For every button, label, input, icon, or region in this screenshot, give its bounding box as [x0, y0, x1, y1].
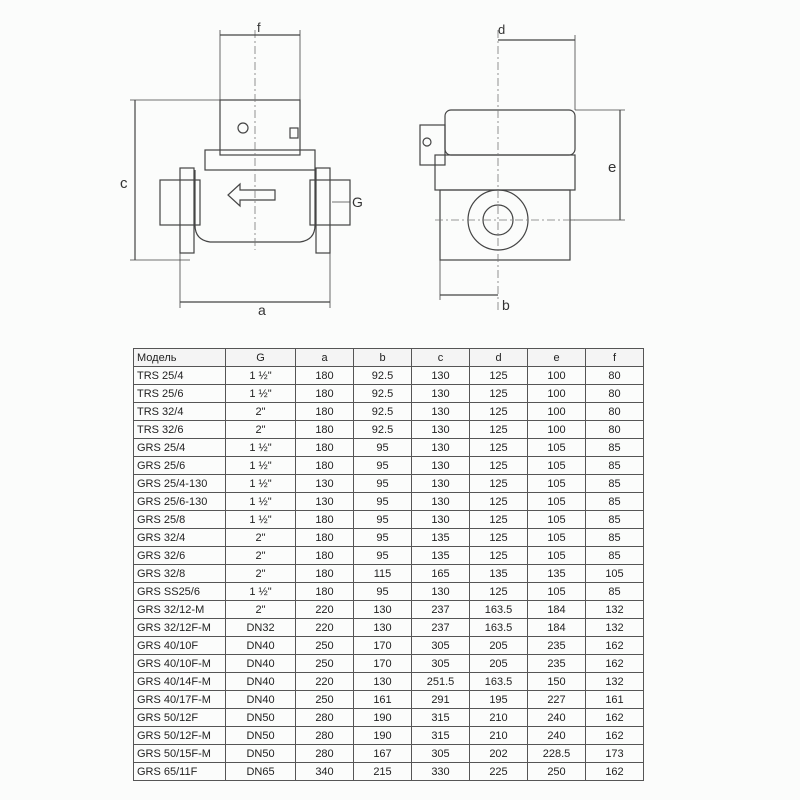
label-a: a	[258, 302, 266, 315]
cell-g: 2"	[226, 601, 296, 619]
cell-g: DN50	[226, 709, 296, 727]
cell-f: 132	[586, 601, 644, 619]
cell-model: GRS 50/12F-M	[134, 727, 226, 745]
table-row	[134, 403, 644, 421]
cell-model: GRS 40/10F	[134, 637, 226, 655]
motor-housing-front	[445, 110, 575, 155]
cell-b: 95	[354, 547, 412, 565]
cell-f: 85	[586, 583, 644, 601]
cell-a: 180	[296, 547, 354, 565]
cell-a: 130	[296, 493, 354, 511]
cell-d: 125	[470, 457, 528, 475]
cell-a: 130	[296, 475, 354, 493]
cell-c: 305	[412, 745, 470, 763]
cell-f: 85	[586, 493, 644, 511]
header-c: c	[412, 349, 470, 367]
label-f: f	[257, 20, 261, 35]
cell-model: GRS 25/4	[134, 439, 226, 457]
cell-c: 130	[412, 403, 470, 421]
cell-d: 195	[470, 691, 528, 709]
table-row	[134, 637, 644, 655]
table-row	[134, 547, 644, 565]
label-e: e	[608, 159, 617, 176]
cell-e: 135	[528, 565, 586, 583]
cell-d: 163.5	[470, 673, 528, 691]
cell-f: 85	[586, 547, 644, 565]
cell-a: 340	[296, 763, 354, 781]
cell-e: 100	[528, 421, 586, 439]
cell-d: 163.5	[470, 601, 528, 619]
table-header-row	[134, 349, 644, 367]
cell-b: 170	[354, 655, 412, 673]
table-row	[134, 367, 644, 385]
label-c: c	[120, 175, 128, 192]
cell-g: 1 ½"	[226, 439, 296, 457]
cell-b: 92.5	[354, 367, 412, 385]
cell-d: 205	[470, 655, 528, 673]
cell-c: 130	[412, 583, 470, 601]
cell-b: 92.5	[354, 385, 412, 403]
cell-c: 237	[412, 601, 470, 619]
cell-c: 130	[412, 457, 470, 475]
cell-e: 235	[528, 655, 586, 673]
header-model: Модель	[134, 349, 226, 367]
cell-d: 163.5	[470, 619, 528, 637]
cell-f: 80	[586, 367, 644, 385]
cell-c: 130	[412, 421, 470, 439]
cell-model: GRS 50/12F	[134, 709, 226, 727]
cell-e: 184	[528, 619, 586, 637]
cell-f: 132	[586, 619, 644, 637]
cell-b: 92.5	[354, 421, 412, 439]
cell-b: 170	[354, 637, 412, 655]
table-row	[134, 691, 644, 709]
cell-g: 1 ½"	[226, 457, 296, 475]
cell-e: 150	[528, 673, 586, 691]
cell-a: 180	[296, 583, 354, 601]
table-row	[134, 619, 644, 637]
cell-b: 161	[354, 691, 412, 709]
table-row	[134, 493, 644, 511]
cell-c: 305	[412, 655, 470, 673]
table-row	[134, 709, 644, 727]
cell-c: 315	[412, 709, 470, 727]
cell-a: 220	[296, 619, 354, 637]
cell-model: GRS 25/6-130	[134, 493, 226, 511]
cell-e: 105	[528, 457, 586, 475]
flow-arrow	[228, 184, 275, 206]
cell-model: GRS 32/12-M	[134, 601, 226, 619]
cell-b: 95	[354, 439, 412, 457]
cell-d: 125	[470, 403, 528, 421]
cell-b: 95	[354, 493, 412, 511]
table-row	[134, 529, 644, 547]
header-a: a	[296, 349, 354, 367]
cell-g: 2"	[226, 403, 296, 421]
cell-model: TRS 25/4	[134, 367, 226, 385]
cell-b: 95	[354, 583, 412, 601]
cell-f: 85	[586, 439, 644, 457]
cell-c: 135	[412, 547, 470, 565]
cell-e: 105	[528, 583, 586, 601]
cell-e: 105	[528, 547, 586, 565]
cell-e: 100	[528, 367, 586, 385]
cell-f: 161	[586, 691, 644, 709]
motor-flange-side	[205, 150, 315, 170]
cell-g: DN40	[226, 691, 296, 709]
pump-dimension-drawing	[100, 10, 660, 315]
table-row	[134, 673, 644, 691]
cell-e: 184	[528, 601, 586, 619]
cell-a: 280	[296, 709, 354, 727]
table-row	[134, 475, 644, 493]
cell-model: GRS 25/6	[134, 457, 226, 475]
cell-f: 85	[586, 529, 644, 547]
cell-e: 105	[528, 529, 586, 547]
cell-g: DN40	[226, 655, 296, 673]
cell-a: 180	[296, 565, 354, 583]
cell-e: 235	[528, 637, 586, 655]
cell-e: 100	[528, 385, 586, 403]
cell-e: 228.5	[528, 745, 586, 763]
cell-d: 125	[470, 511, 528, 529]
cell-b: 130	[354, 601, 412, 619]
cell-g: 1 ½"	[226, 511, 296, 529]
cell-d: 125	[470, 529, 528, 547]
cell-b: 167	[354, 745, 412, 763]
cell-a: 250	[296, 691, 354, 709]
cell-g: 2"	[226, 529, 296, 547]
label-g: G	[352, 194, 363, 210]
cell-a: 220	[296, 601, 354, 619]
cell-model: GRS 40/10F-M	[134, 655, 226, 673]
cell-b: 92.5	[354, 403, 412, 421]
table-row	[134, 601, 644, 619]
cell-f: 80	[586, 385, 644, 403]
cell-g: DN50	[226, 745, 296, 763]
cell-e: 105	[528, 493, 586, 511]
cell-model: GRS 50/15F-M	[134, 745, 226, 763]
cell-c: 130	[412, 439, 470, 457]
cell-c: 130	[412, 475, 470, 493]
cell-d: 125	[470, 475, 528, 493]
cell-f: 162	[586, 763, 644, 781]
cell-g: DN32	[226, 619, 296, 637]
cell-model: GRS 32/6	[134, 547, 226, 565]
table-row	[134, 439, 644, 457]
cell-c: 130	[412, 385, 470, 403]
cell-b: 95	[354, 475, 412, 493]
cell-g: DN50	[226, 727, 296, 745]
header-g: G	[226, 349, 296, 367]
cell-d: 125	[470, 385, 528, 403]
table-row	[134, 583, 644, 601]
cell-g: 1 ½"	[226, 367, 296, 385]
cell-a: 180	[296, 385, 354, 403]
cell-a: 180	[296, 367, 354, 385]
cell-f: 80	[586, 403, 644, 421]
cell-c: 315	[412, 727, 470, 745]
cell-f: 162	[586, 727, 644, 745]
cell-b: 190	[354, 709, 412, 727]
cell-c: 251.5	[412, 673, 470, 691]
header-e: e	[528, 349, 586, 367]
cell-d: 210	[470, 709, 528, 727]
cell-b: 95	[354, 529, 412, 547]
table-row	[134, 727, 644, 745]
label-d: d	[498, 22, 506, 37]
cell-e: 240	[528, 709, 586, 727]
label-b: b	[502, 297, 510, 313]
table-body	[134, 367, 644, 781]
cell-g: DN40	[226, 673, 296, 691]
table-row	[134, 763, 644, 781]
cell-f: 85	[586, 511, 644, 529]
table-row	[134, 745, 644, 763]
cell-c: 130	[412, 367, 470, 385]
cell-e: 105	[528, 475, 586, 493]
cell-e: 227	[528, 691, 586, 709]
cell-d: 205	[470, 637, 528, 655]
cell-model: GRS 40/14F-M	[134, 673, 226, 691]
cell-d: 225	[470, 763, 528, 781]
cell-a: 180	[296, 511, 354, 529]
cell-model: TRS 32/6	[134, 421, 226, 439]
cell-g: DN65	[226, 763, 296, 781]
header-f: f	[586, 349, 644, 367]
cell-e: 250	[528, 763, 586, 781]
cell-d: 125	[470, 583, 528, 601]
cell-b: 190	[354, 727, 412, 745]
spec-table-container	[133, 348, 644, 781]
cell-d: 202	[470, 745, 528, 763]
table-row	[134, 421, 644, 439]
cell-f: 173	[586, 745, 644, 763]
header-d: d	[470, 349, 528, 367]
cell-a: 220	[296, 673, 354, 691]
cell-b: 115	[354, 565, 412, 583]
cell-model: TRS 25/6	[134, 385, 226, 403]
dimensions-table	[133, 348, 644, 781]
cell-b: 130	[354, 673, 412, 691]
inlet-flange	[180, 168, 194, 253]
cell-c: 330	[412, 763, 470, 781]
cell-b: 95	[354, 457, 412, 475]
motor-housing-side	[220, 100, 300, 155]
table-row	[134, 655, 644, 673]
cell-a: 280	[296, 745, 354, 763]
cell-c: 165	[412, 565, 470, 583]
table-row	[134, 511, 644, 529]
cell-g: 2"	[226, 547, 296, 565]
cell-d: 135	[470, 565, 528, 583]
cell-a: 180	[296, 529, 354, 547]
cell-d: 125	[470, 493, 528, 511]
cell-model: GRS 32/4	[134, 529, 226, 547]
pump-drawing-svg	[100, 10, 660, 315]
cell-a: 180	[296, 421, 354, 439]
cell-a: 250	[296, 637, 354, 655]
cell-a: 180	[296, 439, 354, 457]
cell-model: GRS 25/8	[134, 511, 226, 529]
cell-e: 105	[528, 439, 586, 457]
cell-f: 105	[586, 565, 644, 583]
cell-e: 100	[528, 403, 586, 421]
cell-e: 240	[528, 727, 586, 745]
cell-f: 162	[586, 637, 644, 655]
cell-model: GRS 25/4-130	[134, 475, 226, 493]
cell-g: 1 ½"	[226, 475, 296, 493]
cell-f: 80	[586, 421, 644, 439]
cell-c: 291	[412, 691, 470, 709]
cell-g: 2"	[226, 565, 296, 583]
table-row	[134, 457, 644, 475]
cell-model: GRS 32/8	[134, 565, 226, 583]
cell-f: 162	[586, 655, 644, 673]
cell-a: 180	[296, 457, 354, 475]
cell-c: 237	[412, 619, 470, 637]
cell-d: 125	[470, 367, 528, 385]
cell-g: 1 ½"	[226, 583, 296, 601]
cell-c: 130	[412, 511, 470, 529]
cell-model: GRS SS25/6	[134, 583, 226, 601]
cell-f: 85	[586, 457, 644, 475]
cell-d: 210	[470, 727, 528, 745]
cell-model: GRS 65/11F	[134, 763, 226, 781]
table-row	[134, 565, 644, 583]
cell-b: 130	[354, 619, 412, 637]
cell-g: 1 ½"	[226, 385, 296, 403]
cell-f: 132	[586, 673, 644, 691]
cell-c: 130	[412, 493, 470, 511]
table-row	[134, 385, 644, 403]
cell-g: DN40	[226, 637, 296, 655]
cell-a: 250	[296, 655, 354, 673]
outlet-flange	[316, 168, 330, 253]
motor-flange-front	[435, 155, 575, 190]
cell-d: 125	[470, 547, 528, 565]
cell-b: 215	[354, 763, 412, 781]
cell-a: 280	[296, 727, 354, 745]
cell-d: 125	[470, 421, 528, 439]
cell-b: 95	[354, 511, 412, 529]
cell-model: GRS 32/12F-M	[134, 619, 226, 637]
cell-c: 305	[412, 637, 470, 655]
cell-c: 135	[412, 529, 470, 547]
cell-g: 2"	[226, 421, 296, 439]
header-b: b	[354, 349, 412, 367]
cell-e: 105	[528, 511, 586, 529]
cell-f: 85	[586, 475, 644, 493]
cell-model: TRS 32/4	[134, 403, 226, 421]
cell-a: 180	[296, 403, 354, 421]
cell-f: 162	[586, 709, 644, 727]
cell-g: 1 ½"	[226, 493, 296, 511]
terminal-screw	[238, 123, 248, 133]
terminal-clip	[290, 128, 298, 138]
cell-d: 125	[470, 439, 528, 457]
cell-model: GRS 40/17F-M	[134, 691, 226, 709]
